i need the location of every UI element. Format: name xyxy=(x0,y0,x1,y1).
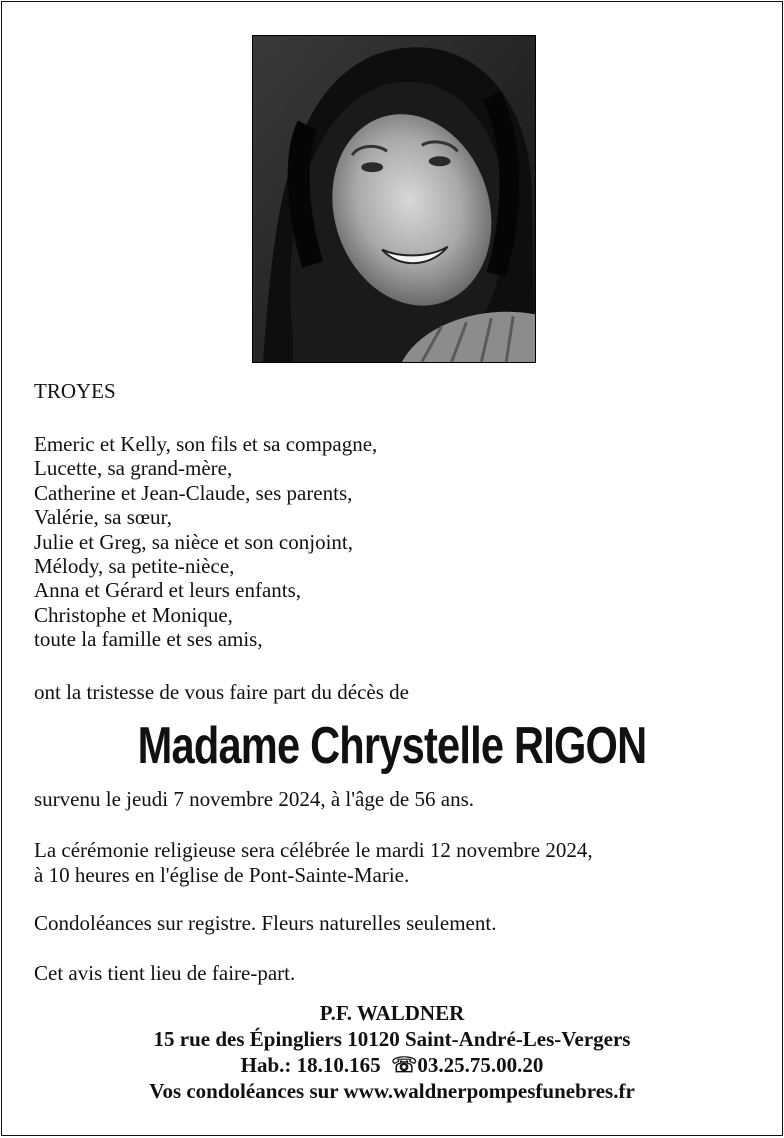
phone-handset-icon: ☏ xyxy=(385,1053,418,1077)
habilitation-number: Hab.: 18.10.165 xyxy=(240,1053,381,1077)
obituary-notice xyxy=(1,1,783,1136)
family-member-line: Christophe et Monique, xyxy=(34,602,233,627)
condolences-note: Condoléances sur registre. Fleurs naturelles seulement. xyxy=(34,911,497,935)
death-info: survenu le jeudi 7 novembre 2024, à l'âge de 56 ans. xyxy=(34,787,474,811)
portrait-photo xyxy=(252,35,536,363)
ceremony-line: à 10 heures en l'église de Pont-Sainte-Marie. xyxy=(34,862,410,887)
family-member-line: Julie et Greg, sa nièce et son conjoint, xyxy=(34,529,353,554)
family-member-line: Mélody, sa petite-nièce, xyxy=(34,554,235,579)
deceased-name: Madame Chrystelle RIGON xyxy=(137,717,647,775)
family-member-line: Catherine et Jean-Claude, ses parents, xyxy=(34,480,353,505)
website-line: Vos condoléances sur www.waldnerpompesfunebres.fr xyxy=(149,1079,635,1103)
announcement-intro: ont la tristesse de vous faire part du décès de xyxy=(34,680,409,704)
family-member-line: toute la famille et ses amis, xyxy=(34,627,263,652)
funeral-home-address: 15 rue des Épingliers 10120 Saint-André-Les-Vergers xyxy=(153,1027,631,1051)
funeral-home-name: P.F. WALDNER xyxy=(319,1001,465,1025)
family-member-line: Valérie, sa sœur, xyxy=(34,505,172,530)
funeral-home-contact xyxy=(2,1052,782,1078)
ceremony-info xyxy=(34,838,593,887)
family-member-line: Anna et Gérard et leurs enfants, xyxy=(34,578,302,603)
family-member-line: Emeric et Kelly, son fils et sa compagne, xyxy=(34,432,378,456)
ceremony-line: La cérémonie religieuse sera célébrée le mardi 12 novembre 2024, xyxy=(34,838,593,862)
family-member-line: Lucette, sa grand-mère, xyxy=(34,456,233,481)
phone-number: 03.25.75.00.20 xyxy=(417,1053,544,1077)
family-list xyxy=(34,432,377,652)
faire-part-note: Cet avis tient lieu de faire-part. xyxy=(34,961,296,985)
funeral-home-footer xyxy=(2,1000,782,1104)
city-heading: TROYES xyxy=(34,379,116,403)
